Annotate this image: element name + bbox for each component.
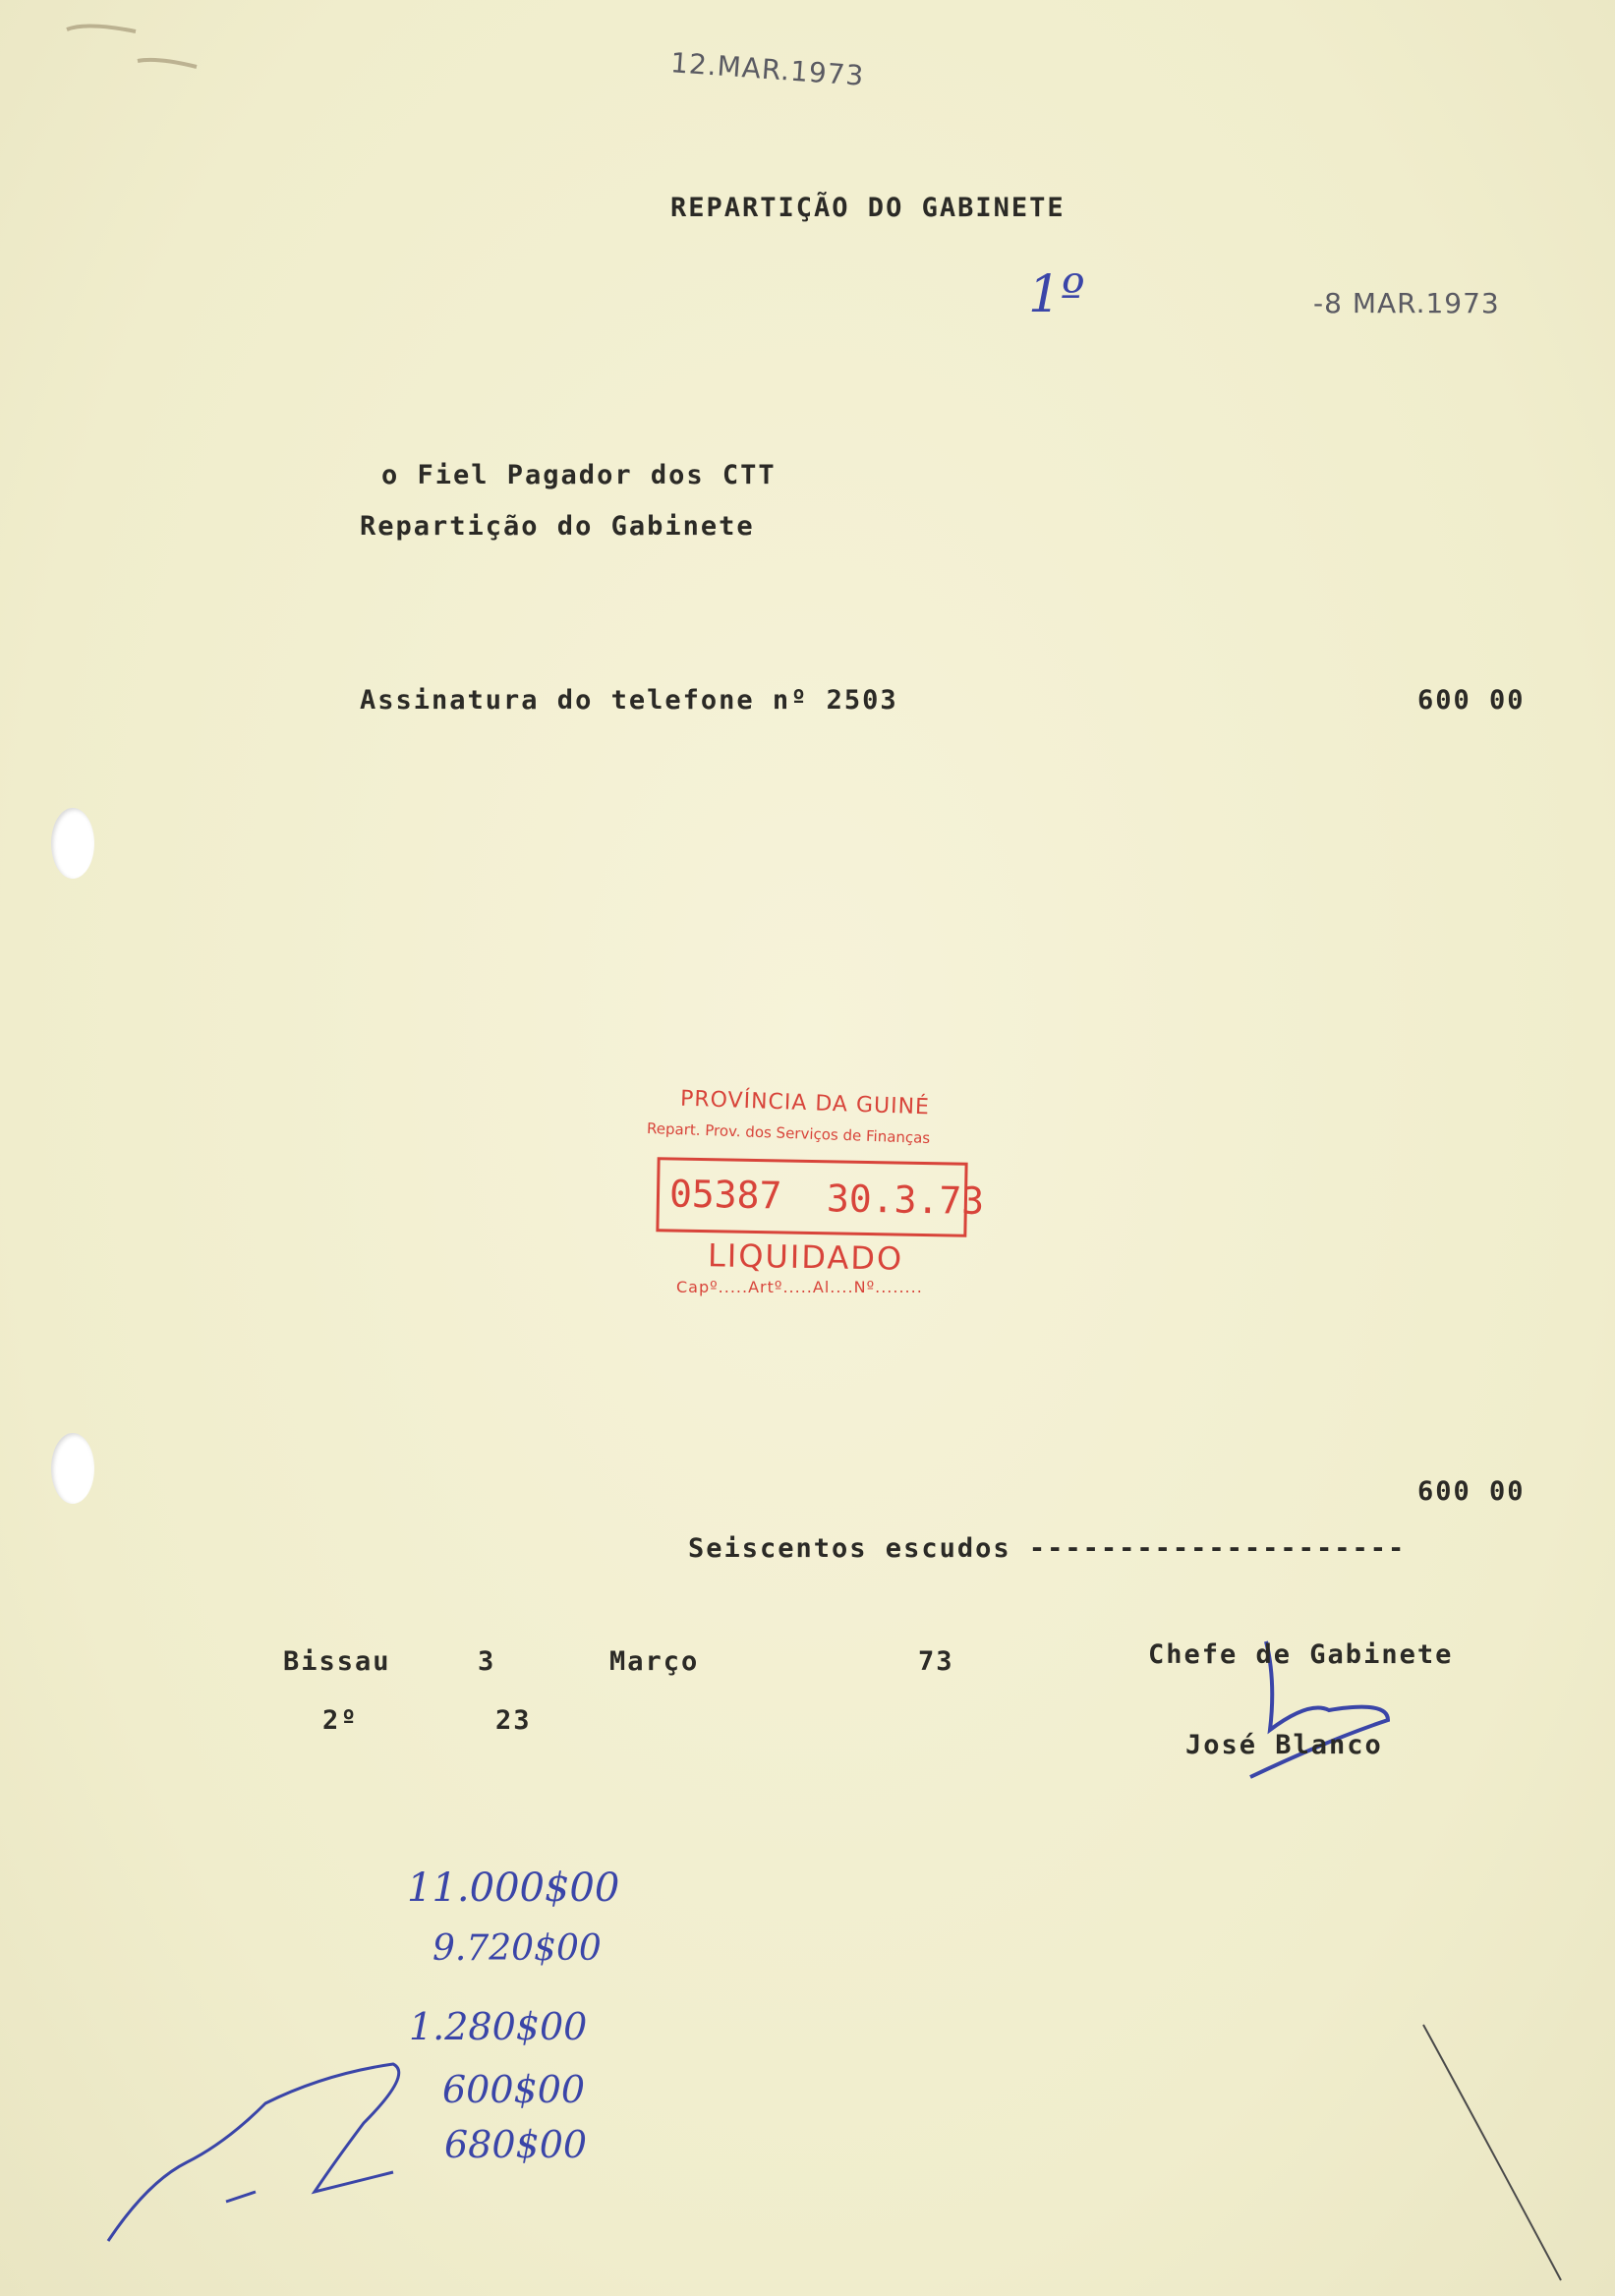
addressee-line1: o Fiel Pagador dos CTT: [381, 460, 777, 490]
corner-line: [1423, 2025, 1561, 2280]
place-year: 73: [918, 1646, 954, 1677]
signatory-name: José Blanco: [1185, 1730, 1383, 1760]
date-stamp: -8 MAR.1973: [1313, 287, 1500, 319]
corner-smudge: [67, 26, 197, 67]
signatory-title: Chefe de Gabinete: [1148, 1639, 1454, 1670]
stamp-department: Repart. Prov. dos Serviços de Finanças: [646, 1119, 931, 1148]
hand-mark-top: 1º: [1028, 265, 1085, 324]
total-amount: 600 00: [1417, 1476, 1526, 1507]
ref-number-1: 2º: [322, 1705, 359, 1736]
stamp-footer: Capº.....Artº.....Al....Nº........: [676, 1278, 923, 1296]
finance-stamp: [639, 1086, 993, 1307]
item-amount: 600 00: [1417, 685, 1526, 716]
note-line-4: 600$00: [442, 2068, 586, 2111]
item-description: Assinatura do telefone nº 2503: [360, 685, 898, 716]
total-in-words: Seiscentos escudos ---------------------: [688, 1533, 1407, 1564]
initials-scribble: [108, 2064, 399, 2241]
place-city: Bissau: [283, 1646, 391, 1677]
place-day: 3: [478, 1646, 496, 1677]
ref-number-2: 23: [495, 1705, 532, 1736]
place-month: Março: [609, 1646, 700, 1677]
note-line-5: 680$00: [444, 2123, 588, 2166]
stamp-box: [656, 1157, 985, 1237]
note-line-1: 11.000$00: [407, 1866, 620, 1911]
note-stroke: [226, 2192, 256, 2202]
stamp-number: 05387: [668, 1172, 782, 1218]
stamp-status: LIQUIDADO: [707, 1236, 904, 1278]
received-date-stamp: 12.MAR.1973: [669, 46, 866, 92]
note-line-2: 9.720$00: [433, 1928, 602, 1969]
note-line-3: 1.280$00: [409, 2005, 588, 2048]
addressee-line2: Repartição do Gabinete: [360, 511, 755, 542]
stamp-date: 30.3.73: [826, 1177, 985, 1224]
stamp-province: PROVÍNCIA DA GUINÉ: [679, 1086, 931, 1120]
header-title: REPARTIÇÃO DO GABINETE: [670, 193, 1066, 223]
